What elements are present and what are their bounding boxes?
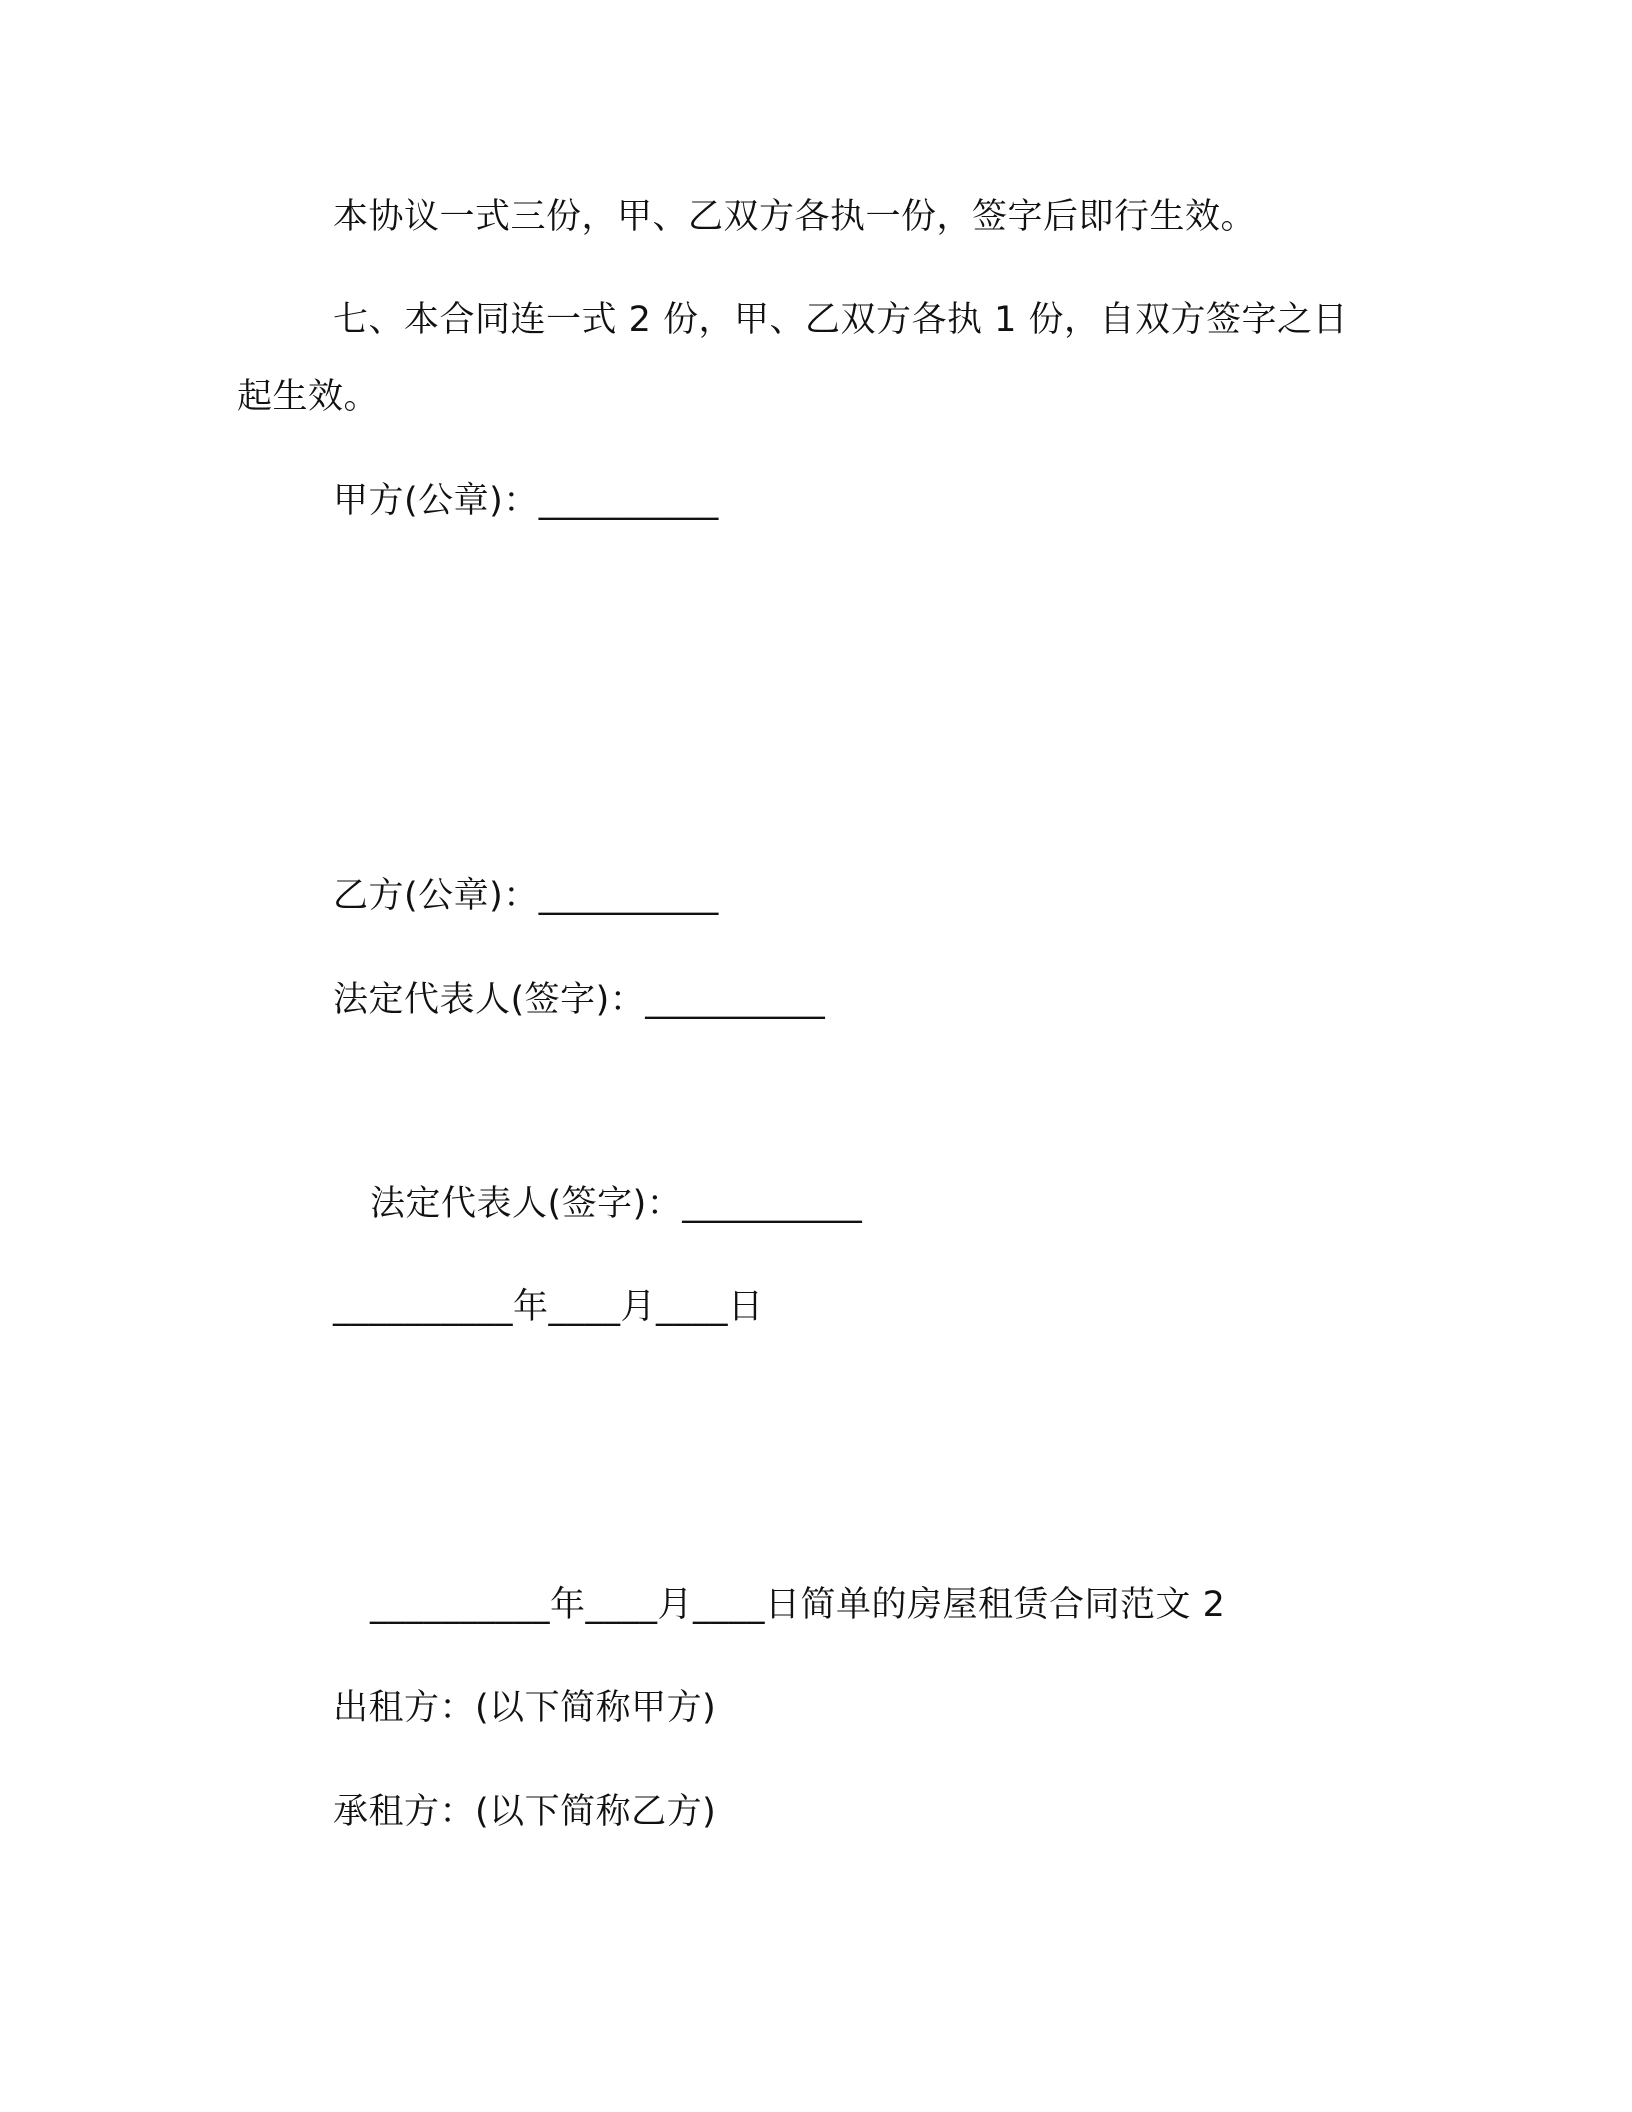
contract-title-line: __________年____月____日简单的房屋租赁合同范文 2 [370,1585,1226,1625]
paragraph-agreement-copies: 本协议一式三份，甲、乙双方各执一份，签字后即行生效。 [333,197,1257,237]
party-b-seal-line: 乙方(公章)：__________ [333,876,719,916]
paragraph-clause-seven: 七、本合同连一式 2 份，甲、乙双方各执 1 份，自双方签字之日 [333,300,1349,340]
paragraph-clause-seven-continued: 起生效。 [237,377,380,417]
party-a-seal-line: 甲方(公章)：__________ [333,481,719,521]
legal-representative-line-2: 法定代表人(签字)：__________ [370,1184,863,1224]
legal-representative-line-1: 法定代表人(签字)：__________ [333,980,826,1020]
lessor-line: 出租方：(以下简称甲方) [333,1688,717,1728]
date-line: __________年____月____日 [333,1287,764,1327]
lessee-line: 承租方：(以下简称乙方) [333,1792,717,1832]
